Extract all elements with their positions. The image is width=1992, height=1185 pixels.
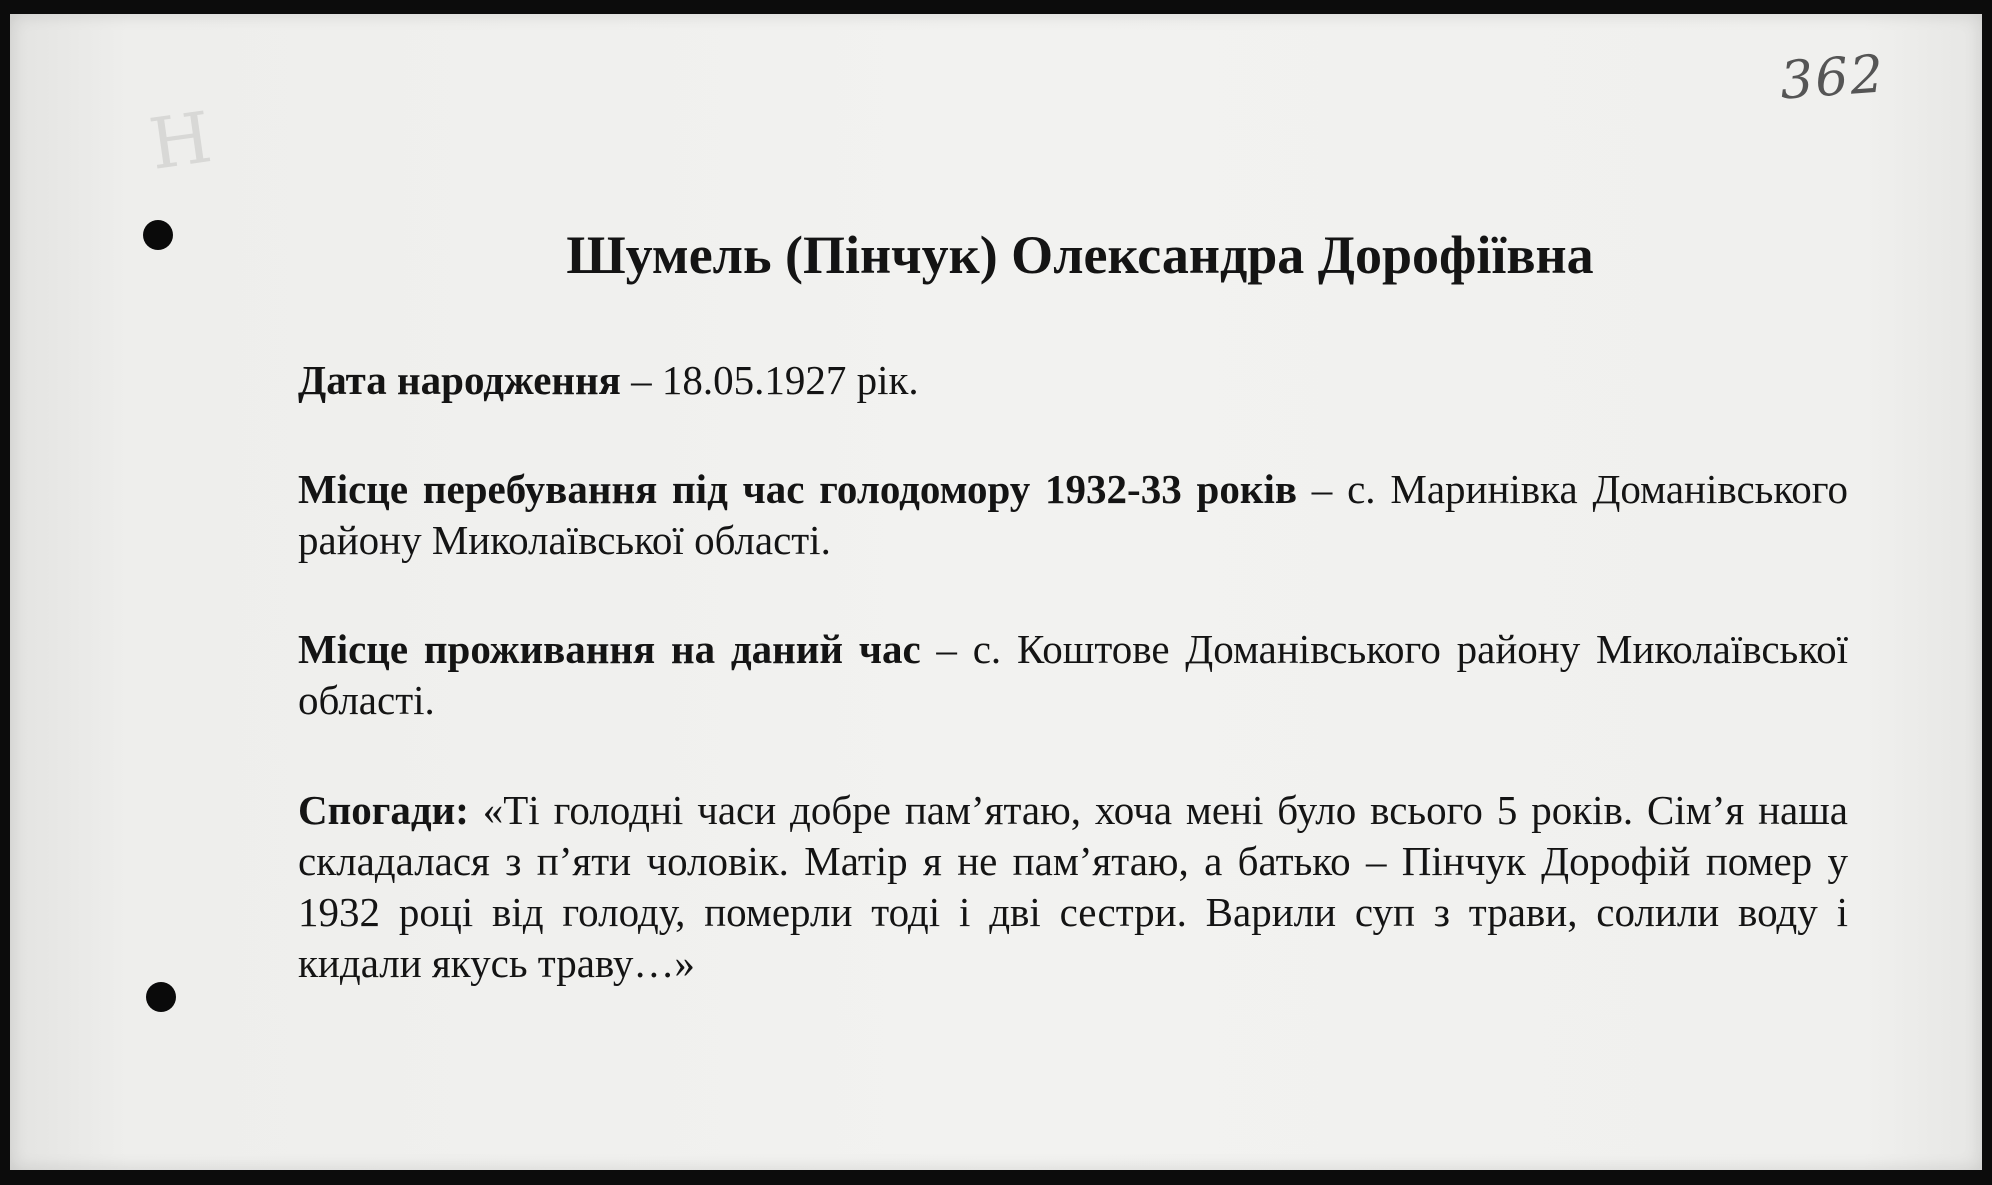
handwritten-page-number: 362	[1778, 44, 1888, 112]
birth-date-separator: –	[620, 357, 662, 403]
memories-text: «Ті голодні часи добре пам’ятаю, хоча мені було всього 5 років. Сім’я наша складалася з п’яти чоловік. Матір я не пам’ятаю, а батько – Пінчук Дорофій помер у 1932 році від голоду, померли тоді і дві сестри. Варили суп з трави, солили воду і кидали якусь траву…»	[298, 787, 1848, 986]
document-sheet	[10, 14, 1982, 1170]
document-title: Шумель (Пінчук) Олександра Дорофіївна	[566, 225, 1594, 285]
punch-hole-top	[143, 220, 173, 250]
famine-location-entry	[298, 464, 1848, 566]
faint-pencil-mark: H	[144, 96, 217, 186]
current-residence-label: Місце проживання на даний час	[298, 626, 921, 672]
famine-location-separator: –	[1296, 466, 1348, 512]
memories-label: Спогади:	[298, 787, 469, 833]
birth-date-value: 18.05.1927 рік.	[661, 357, 919, 403]
current-residence-entry	[298, 624, 1848, 726]
punch-hole-bottom	[146, 982, 176, 1012]
famine-location-value: с. Маринівка Доманівського району Миколаївської області.	[298, 466, 1848, 563]
memories-entry	[298, 785, 1848, 989]
birth-date-entry	[298, 355, 1848, 406]
famine-location-label: Місце перебування під час голодомору 1932-33 років	[298, 466, 1297, 512]
current-residence-separator: –	[920, 626, 973, 672]
birth-date-label: Дата народження	[298, 357, 621, 403]
current-residence-value: с. Коштове Доманівського району Миколаївської області.	[298, 626, 1848, 723]
